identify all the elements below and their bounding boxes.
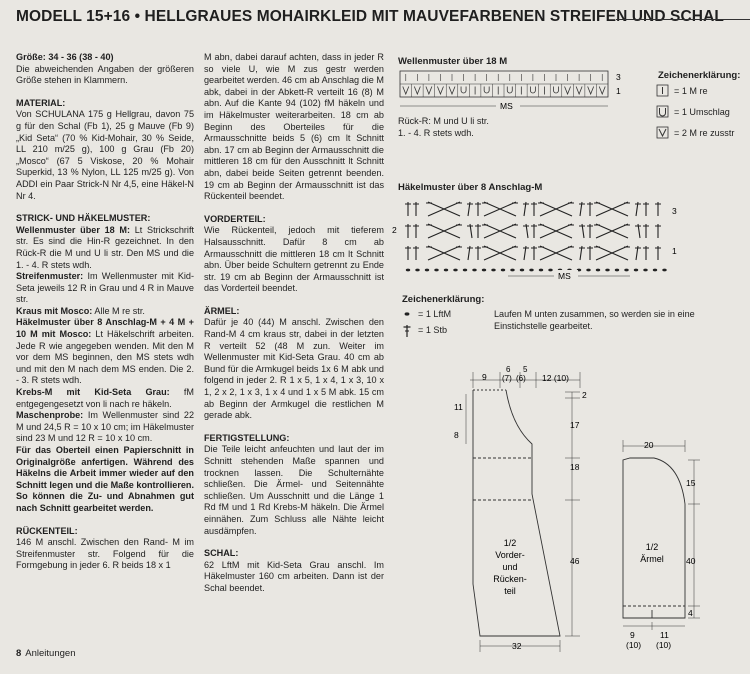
legend2-title: Zeichenerklärung:	[402, 294, 485, 305]
instructions-column-1	[16, 52, 194, 583]
chain-symbol	[529, 269, 533, 272]
crochet-stitch-symbol	[405, 202, 411, 216]
body-side-18: 18	[570, 462, 580, 472]
wave-stitch-symbol	[426, 87, 432, 95]
sleeve-bottom-10b: (10)	[656, 640, 672, 650]
chain-symbol	[653, 269, 657, 272]
wave-stitch-symbol	[449, 87, 455, 95]
crochet-symbols	[405, 202, 667, 271]
page-number: 8	[16, 648, 22, 659]
chain-symbol	[501, 269, 505, 272]
chain-symbol	[415, 269, 419, 272]
sleeve-heading: ÄRMEL:	[204, 305, 240, 316]
body-side-17: 17	[570, 420, 580, 430]
svg-text:teil: teil	[504, 586, 516, 596]
body-side-8: 8	[454, 430, 459, 440]
crochet-stitch-symbol	[587, 246, 593, 260]
body-side-11: 11	[454, 402, 463, 412]
svg-text:Ärmel: Ärmel	[640, 554, 664, 564]
crochet-stitch-symbol	[538, 246, 574, 260]
legend-symbols	[656, 84, 670, 144]
chain-symbol	[406, 269, 410, 272]
gauge-heading: Maschenprobe:	[16, 410, 84, 421]
body-side-2: 2	[582, 390, 587, 400]
crochet-stitch-symbol	[482, 246, 518, 260]
front-text: Wie Rückenteil, jedoch mit tieferem Halsausschnitt. Dafür 8 cm ab Armausschnitt die mittleren 18 cm lt Schnitt abn. Über beide Schultern getrennt zu Ende str. 19 cm ab Beginn der Armausschnitt ist das Vorderteil beendet.	[204, 225, 384, 294]
body-outline	[473, 390, 560, 636]
legend2-dc: = 1 Stb	[418, 325, 448, 335]
chain-symbol	[539, 269, 543, 272]
scarf-text: 62 LftM mit Kid-Seta Grau anschl. Im Häkelmuster 160 cm arbeiten. Dann ist der Schal beendet.	[204, 559, 384, 593]
wave-stitch-symbol	[554, 87, 559, 94]
crochet-stitch-symbol	[635, 224, 641, 238]
sleeve-side-4: 4	[688, 608, 693, 618]
chain-symbol	[510, 269, 514, 272]
crochet-stitch-symbol	[538, 224, 574, 238]
crochet-stitch-symbol	[594, 202, 630, 216]
legend-knit: = 1 M re	[674, 86, 708, 96]
crochet-stitch-symbol	[531, 246, 537, 260]
stitch-heading: STRICK- UND HÄKELMUSTER:	[16, 213, 151, 224]
body-top-7: (7)	[502, 374, 512, 383]
sleeve-text: Dafür je 40 (44) M anschl. Zwischen den Rand-M 4 cm kraus str, dabei in der letzten R verteilt 52 (48 M zun. Weiter im Wellenmuster mit Kid-Seta Grau. 40 cm ab Bund für die Armkugel beids 1x 6 M abk und folgend in jeder 2. R 1 x 5, 1 x 4, 1 x 3, 10 x 1, 2 x 2, 1 x 3, 1 x 4 und 1 x 5 M abk. 15 cm ab Beginn der Armkugel die restlichen M gerade abk.	[204, 317, 384, 421]
crochet-stitch-symbol	[523, 224, 529, 238]
stripe-text: Im Wellenmuster mit Kid-Seta jeweils 12 R in Grau und 4 R in Mauve str.	[16, 271, 195, 305]
wave-stitch-symbol	[484, 87, 489, 94]
wave-stitch-symbol	[599, 87, 605, 95]
chain-stitch-icon	[405, 312, 410, 315]
sleeve-label	[640, 542, 664, 564]
stripe-heading: Streifenmuster:	[16, 271, 84, 282]
crochet-stitch-symbol	[426, 224, 462, 238]
body-bottom-32: 32	[512, 641, 522, 651]
crochet-stitch-symbol	[482, 224, 518, 238]
sleeve-top-20: 20	[644, 440, 654, 450]
crochet-stitch-symbol	[643, 224, 649, 238]
wave-stitch-symbol	[588, 87, 594, 95]
crochet-chart	[388, 196, 688, 292]
chain-symbol	[482, 269, 486, 272]
body-dimension-lines	[466, 372, 580, 652]
legend-title: Zeichenerklärung:	[658, 70, 741, 81]
page-title: MODELL 15+16 • HELLGRAUES MOHAIRKLEID MIT MAUVEFARBENEN STREIFEN UND SCHAL	[16, 8, 724, 25]
legend-yarn-over: = 1 Umschlag	[674, 107, 730, 117]
crochet-stitch-symbol	[413, 202, 419, 216]
crochet-stitch-symbol	[635, 202, 641, 216]
pattern-schematic	[440, 364, 750, 654]
crochet-stitch-symbol	[405, 224, 411, 238]
garter-text: Alle M re str.	[94, 305, 145, 316]
crochet-stitch-symbol	[531, 202, 537, 216]
back-text-cont: M abn, dabei darauf achten, dass in jeder R so viele U, wie M zus gestr werden gearbeitet werden. 46 cm ab Anschlag die M abk, dabei in der Abkett-R verteilt 16 (8) M abn. Auf die Kante 94 (102) fM häkeln und im Häkelmuster weiterarbeiten. 18 cm ab Beginn des Oberteiles für die Armausschnitte beids 5 (6) cm lt Schnitt abn. 17 cm ab Beginn der Armausschnitt die mittleren 18 cm für den Ausschnitt lt Schnitt abn, dabei beide Seiten getrennt beenden. 19 cm ab Beginn der Armausschnitt ist das Rückenteil beendet.	[204, 52, 384, 202]
crochet-stitch-symbol	[523, 246, 529, 260]
wave-row-label: 3	[616, 72, 621, 82]
sleeve-bottom-10: (10)	[626, 640, 642, 650]
crochet-stitch-symbol	[579, 246, 585, 260]
chain-symbol	[520, 269, 524, 272]
crochet-stitch-symbol	[523, 202, 529, 216]
size-heading: Größe: 34 - 36 (38 - 40)	[16, 52, 114, 62]
chain-symbol	[596, 269, 600, 272]
wave-stitch-symbol	[461, 87, 466, 94]
chain-symbol	[463, 269, 467, 272]
svg-text:Rücken-: Rücken-	[493, 574, 527, 584]
legend2-symbols	[400, 308, 414, 338]
crochet-stitch-symbol	[655, 246, 661, 260]
chain-symbol	[434, 269, 438, 272]
crochet-stitch-symbol	[643, 246, 649, 260]
wave-chart-title: Wellenmuster über 18 M	[398, 56, 508, 67]
chain-symbol	[491, 269, 495, 272]
body-top-6: 6	[506, 365, 511, 374]
footer-section: Anleitungen	[25, 648, 76, 659]
sleeve-side-40: 40	[686, 556, 696, 566]
crochet-stitch-symbol	[531, 224, 537, 238]
yarn-over-icon	[657, 106, 668, 117]
crochet-stitch-symbol	[482, 202, 518, 216]
crochet-row-label: 2	[392, 225, 397, 235]
chain-symbol	[444, 269, 448, 272]
body-top-5: 5	[523, 365, 528, 374]
crochet-row-label: 3	[672, 206, 677, 216]
legend2-chain: = 1 LftM	[418, 309, 452, 319]
svg-text:1/2: 1/2	[503, 538, 517, 548]
size-text: Die abweichenden Angaben der größeren Größe stehen in Klammern.	[16, 63, 194, 86]
paper-pattern-text: Für das Oberteil einen Papierschnitt in Originalgröße anfertigen. Während des Häkelns die Arbeit immer wieder auf den Schnitt legen und die Maße kontrollieren. So können die Zu- und Abnahmen gut nach Schnitt gearbeitet werden.	[16, 445, 194, 513]
crab-text: fM entgegengesetzt von li nach re häkeln.	[16, 387, 194, 409]
sleeve-side-15: 15	[686, 478, 696, 488]
wave-heading: Wellenmuster über 18 M:	[16, 224, 131, 235]
crochet-stitch-symbol	[475, 224, 481, 238]
chain-symbol	[615, 269, 619, 272]
chain-symbol	[605, 269, 609, 272]
svg-text:Vorder-: Vorder-	[495, 550, 525, 560]
wave-stitch-symbol	[414, 87, 420, 95]
crochet-stitch-symbol	[643, 202, 649, 216]
material-heading: MATERIAL:	[16, 97, 66, 108]
body-top-12: 12 (10)	[542, 373, 569, 383]
wave-row-label: 1	[616, 86, 621, 96]
chain-symbol	[453, 269, 457, 272]
double-crochet-icon	[404, 325, 411, 337]
chain-symbol	[472, 269, 476, 272]
crochet-stitch-symbol	[587, 224, 593, 238]
sleeve-outline	[623, 458, 685, 618]
crochet-stitch-symbol	[405, 246, 411, 260]
legend2-note: Laufen M unten zusammen, so werden sie in eine Einstichstelle gearbeitet.	[494, 309, 695, 331]
wave-stitch-symbol	[403, 87, 409, 95]
crochet-stitch-symbol	[655, 202, 661, 216]
gauge-text: Im Wellenmuster sind 22 M und 24,5 R = 10 x 10 cm; im Häkelmuster sind 23 M und 12 R = 10 x 10 cm.	[16, 410, 195, 444]
chain-symbol	[643, 269, 647, 272]
crochet-row-label: 1	[672, 246, 677, 256]
page-footer	[16, 648, 75, 659]
chain-symbol	[425, 269, 429, 272]
crochet-stitch-symbol	[413, 224, 419, 238]
crochet-stitch-symbol	[426, 202, 462, 216]
wave-stitch-symbol	[507, 87, 512, 94]
body-label	[493, 538, 527, 596]
crochet-stitch-symbol	[579, 224, 585, 238]
wave-stitch-symbol	[565, 87, 571, 95]
crochet-stitch-symbol	[467, 246, 473, 260]
wave-chart	[396, 68, 631, 114]
instructions-column-2	[204, 52, 384, 606]
crochet-stitch-symbol	[594, 246, 630, 260]
svg-text:1/2: 1/2	[645, 542, 659, 552]
crochet-stitch-symbol	[587, 202, 593, 216]
sleeve-bottom-9: 9	[630, 630, 635, 640]
crochet-stitch-symbol	[426, 246, 462, 260]
garter-heading: Kraus mit Mosco:	[16, 305, 93, 316]
wave-ms-label: MS	[500, 101, 513, 111]
crochet-stitch-symbol	[475, 246, 481, 260]
back-heading: RÜCKENTEIL:	[16, 525, 78, 536]
body-top-9: 9	[482, 372, 487, 382]
wave-note: Rück-R: M und U li str. 1. - 4. R stets wdh.	[398, 116, 489, 138]
wave-stitch-symbol	[530, 87, 535, 94]
body-top-6b: (6)	[516, 374, 526, 383]
finish-text: Die Teile leicht anfeuchten und laut der im Schnitt stehenden Maße spannen und trocknen lassen. Die Schulternähte schließen. Die Ärmel- und Seitennähte schließen. Um Ausschnitt und die Länge 1 Rd fM und 1 Rd Krebs-M häkeln. Die Ärmel einnähen. Zum Schluss alle Nähte leicht ausdämpfen.	[204, 444, 384, 536]
crochet-stitch-symbol	[579, 202, 585, 216]
k2tog-icon	[657, 127, 668, 138]
finish-heading: FERTIGSTELLUNG:	[204, 432, 290, 443]
chain-symbol	[624, 269, 628, 272]
crochet-heading: Häkelmuster über 8 Anschlag-M + 4 M + 10 M mit Mosco:	[16, 317, 194, 340]
crochet-stitch-symbol	[655, 224, 661, 238]
crochet-stitch-symbol	[467, 202, 473, 216]
crochet-stitch-symbol	[538, 202, 574, 216]
chain-symbol	[548, 269, 552, 272]
crochet-ms-label: MS	[558, 271, 571, 281]
crochet-stitch-symbol	[635, 246, 641, 260]
sleeve-dimension-lines	[623, 440, 700, 630]
svg-text:und: und	[502, 562, 518, 572]
knit-stitch-icon	[657, 85, 668, 96]
material-text: Von SCHULANA 175 g Hellgrau, davon 75 g für den Schal (Fb 1), 25 g Mauve (Fb 9) „Kid Seta“ (70 % Kid-Mohair, 30 % Seide, LL 210 m/25 g), 100 g Grau (Fb 20) „Mosco“ (67 5 Viskose, 20 % Mohair Superkid, 13 % Nylon, LL 125 m/25 g). Von ADDI ein Paar Strick-N Nr 4,5, eine Häkel-N Nr 4.	[16, 109, 194, 201]
crochet-text: Lt Häkelschrift arbeiten. Jede R wie angegeben wenden. Mit den M vor dem MS beginnen, den MS stets wdh und mit den M nach dem MS enden. Die 2. - 3. R stets wdh.	[16, 329, 194, 386]
title-rule	[616, 19, 750, 20]
wave-stitch-symbol	[576, 87, 582, 95]
sleeve-bottom-11: 11	[660, 630, 669, 640]
chain-symbol	[586, 269, 590, 272]
chain-symbol	[634, 269, 638, 272]
scarf-heading: SCHAL:	[204, 548, 239, 559]
wave-text: Lt Strickschrift str. Es sind die Hin-R gezeichnet. In den Rück-R die M und U li str. Den MS und die 1. - 4. R stets wdh.	[16, 224, 195, 270]
body-side-46: 46	[570, 556, 580, 566]
wave-chart-grid	[400, 71, 608, 97]
back-text: 146 M anschl. Zwischen den Rand- M im Streifenmuster str. Folgend für die Formgebung in jeder 6. R beids 18 x 1	[16, 537, 194, 571]
front-heading: VORDERTEIL:	[204, 213, 266, 224]
crochet-stitch-symbol	[594, 224, 630, 238]
crab-heading: Krebs-M mit Kid-Seta Grau:	[16, 387, 170, 398]
crochet-stitch-symbol	[413, 246, 419, 260]
crochet-stitch-symbol	[467, 224, 473, 238]
chain-symbol	[662, 269, 666, 272]
legend-k2tog: = 2 M re zusstr	[674, 128, 735, 138]
crochet-chart-title: Häkelmuster über 8 Anschlag-M	[398, 182, 543, 193]
wave-stitch-symbol	[437, 87, 443, 95]
crochet-stitch-symbol	[475, 202, 481, 216]
